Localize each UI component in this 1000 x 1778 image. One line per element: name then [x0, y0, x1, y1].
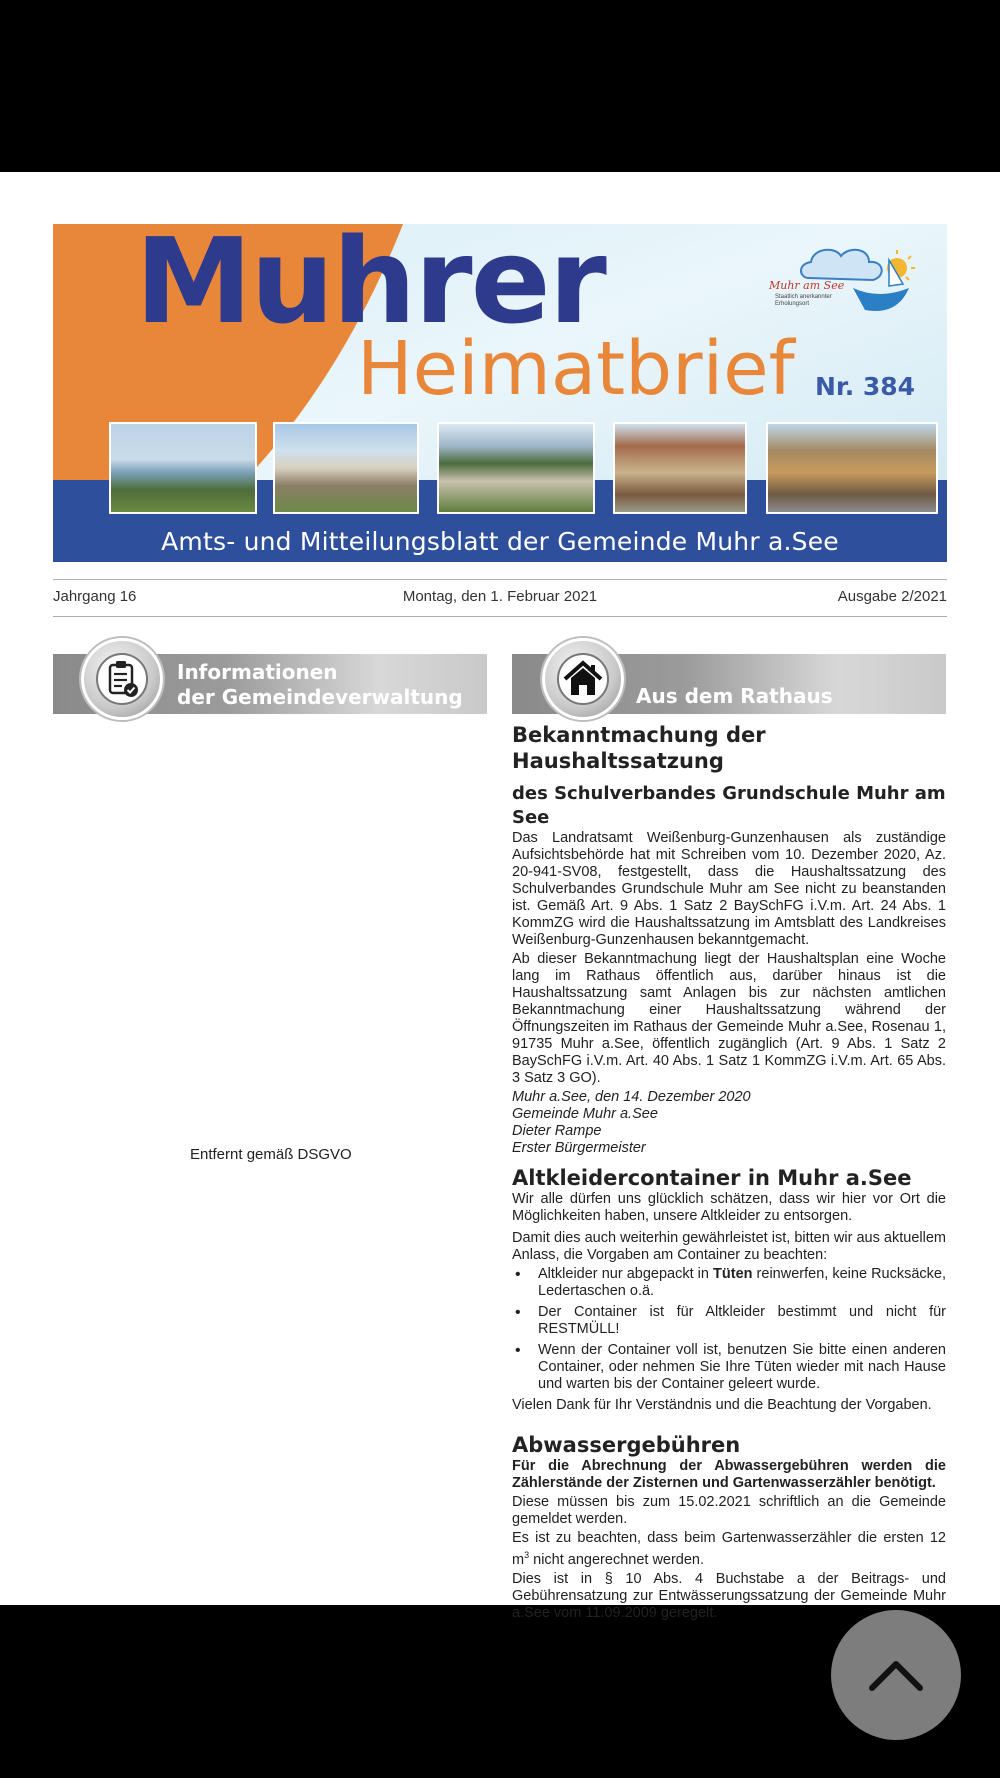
masthead-photo-strip: [53, 422, 947, 518]
logo-subtext: Staatlich anerkannter Erholungsort: [775, 294, 832, 307]
masthead-subtitle-heimatbrief: Heimatbrief: [357, 326, 795, 412]
article-lead: Für die Abrechnung der Abwassergebühren werden die Zählerstände der Zisternen und Gartenwasserzähler benötigt.: [512, 1458, 946, 1491]
list-item: [512, 1266, 946, 1300]
paragraph-text: nicht angerechnet werden.: [529, 1551, 705, 1568]
article-title-abwasser: Abwassergebühren: [512, 1433, 741, 1457]
article-title-altkleider: Altkleidercontainer in Muhr a.See: [512, 1166, 912, 1190]
superscript: 3: [524, 1550, 530, 1560]
rules-list: [512, 1266, 946, 1393]
article-paragraph: Vielen Dank für Ihr Verständnis und die Beachtung der Vorgaben.: [512, 1397, 932, 1413]
section-icon-badge: [81, 638, 163, 720]
section-icon-badge: [542, 638, 624, 720]
signature-line: Erster Bürgermeister: [512, 1140, 646, 1156]
list-item: • Der Container ist für Altkleider bestimmt und nicht für RESTMÜLL!: [512, 1304, 946, 1338]
article-paragraph: Diese müssen bis zum 15.02.2021 schriftlich an die Gemeinde gemeldet werden.: [512, 1494, 946, 1527]
section-header-line1: Informationen: [177, 660, 338, 684]
list-item-text: Altkleider nur abgepackt in: [538, 1266, 714, 1282]
section-header-label: [177, 660, 463, 710]
signature-line: Dieter Rampe: [512, 1123, 602, 1139]
article-subtitle: des Schulverbandes Grundschule Muhr am See: [512, 783, 946, 828]
paragraph-text: Es ist zu beachten, dass beim Gartenwasserzähler die ersten 12 m: [512, 1530, 946, 1568]
article-paragraph: Ab dieser Bekanntmachung liegt der Haushaltsplan eine Woche lang im Rathaus öffentlich aus, darüber hinaus ist die Haushaltssatzung samt Anlagen bis zur nächsten amtlichen Bekanntmachung einer Haushaltssatzung während der Öffnungszeiten im Rathaus der Gemeinde Muhr a.See, Rosenau 1, 91735 Muhr a.See, öffentlich zugänglich (Art. 9 Abs. 1 Satz 2 BaySchFG i.V.m. Art. 40 Abs. 1 Satz 1 KommZG i.V.m. Art. 65 Abs. 3 Satz 3 GO).: [512, 951, 946, 1086]
issue-info-line: [53, 579, 947, 617]
issue-number: Nr. 384: [815, 372, 916, 401]
masthead-title: Muhrer: [135, 224, 605, 350]
chevron-up-icon: [866, 1652, 926, 1696]
logo-text: Muhr am See: [769, 279, 845, 292]
list-item-text: reinwerfen, keine Rucksäcke, Ledertaschen o.ä.: [538, 1266, 947, 1299]
removed-content-note: Entfernt gemäß DSGVO: [190, 1146, 352, 1163]
photo-boat: [109, 422, 257, 514]
volume-label: Jahrgang 16: [53, 588, 137, 605]
photo-building: [766, 422, 938, 514]
masthead-tagline: Amts- und Mitteilungsblatt der Gemeinde Muhr a.See: [161, 527, 839, 556]
document-page: [0, 172, 1000, 1621]
section-header-label: Aus dem Rathaus: [636, 684, 833, 708]
photo-gate: [613, 422, 747, 514]
signature-block: [512, 1089, 946, 1157]
section-header-line2: der Gemeindeverwaltung: [177, 685, 463, 709]
section-header-gemeindeverwaltung: [53, 654, 487, 714]
issue-date: Montag, den 1. Februar 2021: [402, 588, 598, 605]
list-item: • Wenn der Container voll ist, benutzen Sie bitte einen anderen Container, oder nehmen Sie Ihre Tüten wieder mit nach Hause und warten bis der Container geleert wurde.: [512, 1342, 946, 1393]
masthead-banner: [53, 224, 947, 562]
list-item-emphasis: Tüten: [713, 1266, 753, 1282]
section-header-rathaus: [512, 654, 946, 714]
article-column: [512, 722, 946, 1622]
house-icon: [559, 655, 607, 703]
muhr-am-see-logo: [769, 240, 935, 324]
article-paragraph: Das Landratsamt Weißenburg-Gunzenhausen als zuständige Aufsichtsbehörde hat mit Schreiben vom 10. Dezember 2020, Az. 20-941-SV08, festgestellt, dass die Haushaltssatzung des Schulverbandes Grundschule Muhr am See nicht zu beanstanden ist. Gemäß Art. 9 Abs. 1 Satz 2 BaySchFG i.V.m. Art. 24 Abs. 1 KommZG wird die Haushaltssatzung im Amtsblatt des Landkreises Weißenburg-Gunzenhausen bekanntgemacht.: [512, 830, 946, 948]
article-paragraph: Wir alle dürfen uns glücklich schätzen, dass wir hier vor Ort die Möglichkeiten haben, unsere Altkleider zu entsorgen.: [512, 1191, 946, 1224]
clipboard-check-icon: [98, 655, 146, 703]
article-paragraph: Dies ist in § 10 Abs. 4 Buchstabe a der Beitrags- und Gebührensatzung zur Entwässerungssatzung der Gemeinde Muhr a.See vom 11.09.2009 geregelt.: [512, 1570, 946, 1621]
signature-line: Gemeinde Muhr a.See: [512, 1106, 658, 1122]
issue-edition: Ausgabe 2/2021: [837, 588, 947, 605]
article-paragraph: Damit dies auch weiterhin gewährleistet ist, bitten wir aus aktuellem Anlass, die Vorgaben am Container zu beachten:: [512, 1230, 946, 1263]
article-title-haushaltssatzung: Bekanntmachung der Haushaltssatzung: [512, 723, 766, 773]
photo-church: [273, 422, 419, 514]
scroll-to-top-button[interactable]: [831, 1610, 961, 1740]
signature-line: Muhr a.See, den 14. Dezember 2020: [512, 1089, 751, 1105]
photo-castle: [437, 422, 595, 514]
article-paragraph: [512, 1530, 946, 1569]
